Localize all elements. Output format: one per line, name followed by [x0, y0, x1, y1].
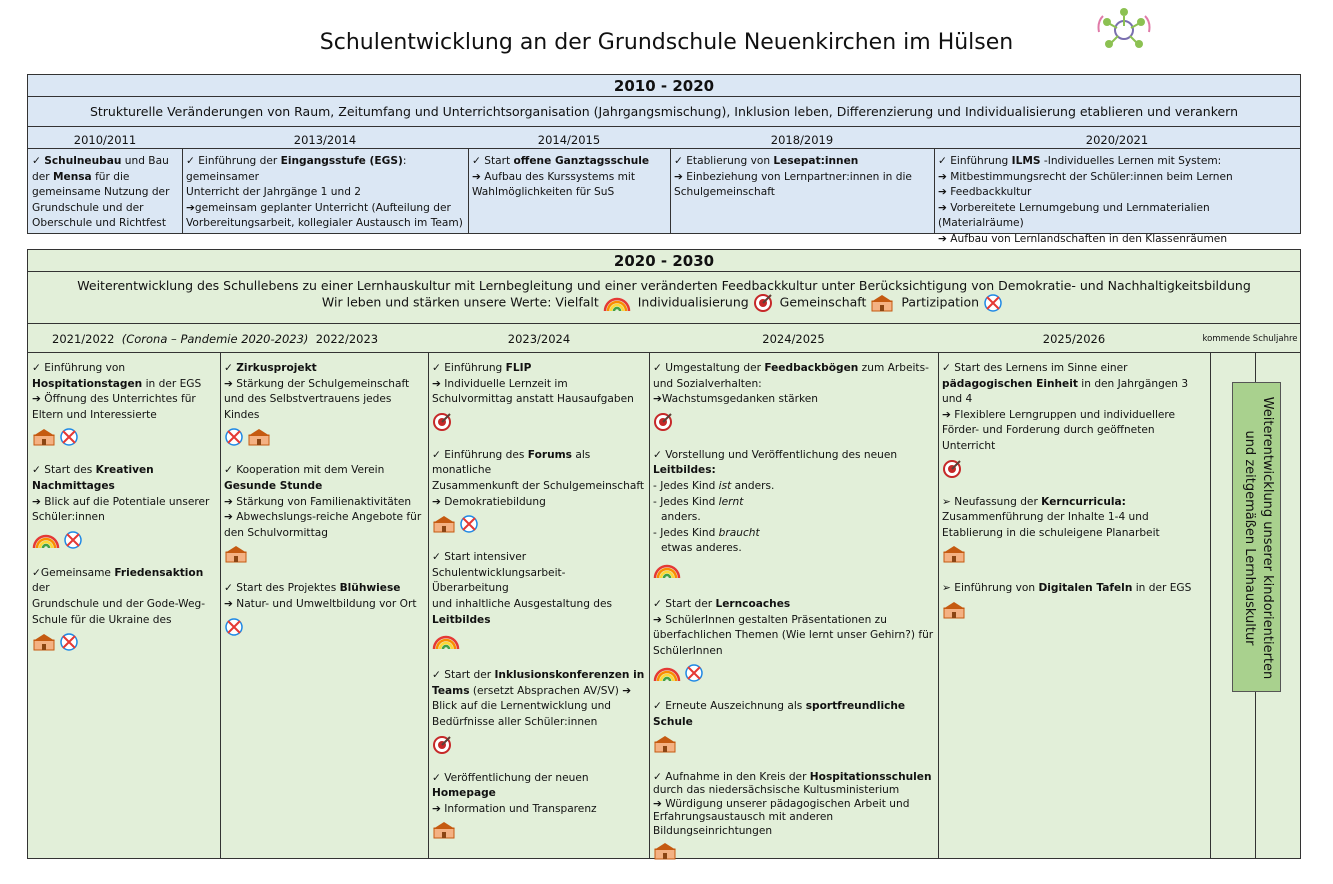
entry-lerncoaches: ✓ Start der Lerncoaches ➔ SchülerInnen gestalten Präsentationen zu überfachlichen Themen (Wie lernt unser Gehirn?) für SchülerInnen [653, 597, 934, 685]
hands-icon [224, 617, 244, 637]
arrow-icon: ➔ [674, 170, 683, 183]
arrow-icon: ➔ [224, 597, 233, 610]
school-icon [432, 821, 456, 839]
arrow-icon: ➔ [653, 797, 662, 810]
arrow-icon: ➔ [938, 201, 947, 214]
arrow-icon: ➔ [32, 495, 41, 508]
rainbow-icon [603, 294, 631, 312]
arrow-icon: ➔ [224, 511, 233, 524]
year-2020-2021: 2020/2021 [1085, 133, 1149, 147]
rainbow-icon [653, 664, 681, 682]
entry-forum: ✓ Einführung des Forums als monatliche Zusammenkunft der Schulgemeinschaft ➔ Demokratiebildung [432, 448, 645, 536]
entry-leitbild-arbeit: ✓ Start intensiver Schulentwicklungsarbeit- Überarbeitung und inhaltliche Ausgestaltung des Leitbildes [432, 550, 645, 654]
cell-schulneubau: ✓ Schulneubau und Bau der Mensa für die gemeinsame Nutzung der Grundschule und der Oberschule und Richtfest [32, 155, 170, 230]
hands-icon [684, 663, 704, 683]
hands-icon [983, 293, 1003, 313]
entry-hospitationstage: ✓ Einführung von Hospitationstagen in der EGS ➔ Öffnung des Unterrichtes für Eltern und Interessierte [32, 361, 216, 449]
column-2023-2024 [428, 358, 649, 860]
entry-paedagogische-einheit: ✓ Start des Lernens im Sinne einer pädagogischen Einheit in den Jahrgängen 3 und 4 ➔ Flexiblere Lerngruppen und individuellere Förder- und Forderung durch geöffneten Unterricht [942, 361, 1206, 481]
hands-icon [63, 530, 83, 550]
pointer-icon: ➢ [942, 495, 951, 508]
arrow-icon: ➔ [472, 170, 481, 183]
entry-inklusionskonferenzen: ✓ Start der Inklusionskonferenzen in Teams (ersetzt Absprachen AV/SV) ➔ Blick auf die Lernentwicklung und Bedürfnisse aller Schüler:innen [432, 668, 645, 756]
hands-icon [459, 514, 479, 534]
arrow-icon: ➔ [224, 495, 233, 508]
period-header: 2010 - 2020 [28, 75, 1300, 97]
arrow-icon: ➔ [938, 170, 947, 183]
entry-kreativer-nachmittag: ✓ Start des Kreativen Nachmittages ➔ Blick auf die Potentiale unserer Schüler:innen [32, 463, 216, 551]
school-icon [247, 428, 271, 446]
year-2025-2026: 2025/2026 [1042, 332, 1106, 346]
entry-feedbackboegen: ✓ Umgestaltung der Feedbackbögen zum Arbeits- und Sozialverhalten: ➔Wachstumsgedanken stärken [653, 361, 934, 434]
entry-bluehwiese: ✓ Start des Projektes Blühwiese ➔ Natur- und Umweltbildung vor Ort [224, 581, 424, 638]
school-logo-icon [1093, 4, 1155, 56]
school-icon [653, 842, 677, 860]
hands-icon [224, 427, 244, 447]
cell-ilms: ✓ Einführung ILMS -Individuelles Lernen mit System: ➔ Mitbestimmungsrecht der Schüler:innen beim Lernen ➔ Feedbackkultur ➔ Vorbereitete Lernumgebung und Lernmaterialien (Materialräume) ➔ Aufbau von Lernlandschaften in den Klassenräumen [938, 155, 1233, 245]
arrow-icon: ➔ [186, 201, 195, 214]
arrow-icon: ➔ [622, 684, 632, 697]
future-vision-box [1232, 382, 1281, 692]
entry-flip: ✓ Einführung FLIP ➔ Individuelle Lernzeit im Schulvormittag anstatt Hausaufgaben [432, 361, 645, 434]
rainbow-icon [432, 632, 460, 650]
school-icon [653, 735, 677, 753]
year-2013-2014: 2013/2014 [293, 133, 357, 147]
future-vision-text: Weiterentwicklung unserer kindorientierten und zeitgemäßen Lernhauskultur [1242, 396, 1275, 680]
school-icon [32, 633, 56, 651]
column-2025-2026 [938, 358, 1210, 640]
cell-ganztagsschule: ✓ Start offene Ganztagsschule ➔ Aufbau des Kurssystems mit Wahlmöglichkeiten für SuS [472, 155, 650, 199]
arrow-icon: ➔ [432, 377, 441, 390]
year-2021-2022: 2021/2022 (Corona – Pandemie 2020-2023) 2022/2023 [52, 332, 379, 346]
arrow-icon: ➔ [938, 232, 947, 245]
entry-homepage: ✓ Veröffentlichung der neuen Homepage ➔ Information und Transparenz [432, 771, 645, 844]
entry-zirkusprojekt: ✓ Zirkusprojekt ➔ Stärkung der Schulgemeinschaft und des Selbstvertrauens jedes Kindes [224, 361, 424, 449]
year-2014-2015: 2014/2015 [537, 133, 601, 147]
period-subtitle: Strukturelle Veränderungen von Raum, Zeitumfang und Unterrichtsorganisation (Jahrgangsmischung), Inklusion leben, Differenzierung und Individualisierung etablieren und verankern [28, 97, 1300, 127]
school-icon [224, 545, 248, 563]
entry-gesunde-stunde: ✓ Kooperation mit dem Verein Gesunde Stunde ➔ Stärkung von Familienaktivitäten ➔ Abwechslungs-reiche Angebote für den Schulvormittag [224, 463, 424, 567]
rainbow-icon [653, 561, 681, 579]
cell-lesepaten: ✓ Etablierung von Lesepat:innen ➔ Einbeziehung von Lernpartner:innen in die Schulgemeinschaft [674, 155, 912, 199]
column-2021-2022 [28, 358, 220, 671]
target-icon [432, 412, 452, 432]
school-icon [942, 545, 966, 563]
target-icon [432, 735, 452, 755]
target-icon [942, 459, 962, 479]
arrow-icon: ➔ [32, 393, 41, 406]
school-icon [870, 294, 894, 312]
entry-leitbild: ✓ Vorstellung und Veröffentlichung des neuen Leitbildes: - Jedes Kind ist anders. - Jedes Kind lernt anders. - Jedes Kind braucht etwas anderes. [653, 448, 934, 583]
entry-kerncurricula: ➢ Neufassung der Kerncurricula: Zusammenführung der Inhalte 1-4 und Etablierung in die schuleigene Planarbeit [942, 495, 1206, 568]
column-2024-2025 [649, 358, 938, 881]
hands-icon [59, 632, 79, 652]
entry-hospitationsschulen: ✓ Aufnahme in den Kreis der Hospitationsschulen durch das niedersächsische Kultusministerium ➔ Würdigung unserer pädagogischen Arbeit und Erfahrungsaustausch mit anderen Bildungseinrichtungen [653, 771, 934, 865]
year-2018-2019: 2018/2019 [770, 133, 834, 147]
period-2020-2030-table [27, 249, 1301, 859]
school-icon [432, 515, 456, 533]
arrow-icon: ➔ [432, 802, 441, 815]
entry-friedensaktion: ✓Gemeinsame Friedensaktion der Grundschule und der Gode-Weg- Schule für die Ukraine des [32, 566, 216, 654]
arrow-icon: ➔ [942, 408, 951, 421]
year-2023-2024: 2023/2024 [507, 332, 571, 346]
arrow-icon: ➔ [224, 377, 233, 390]
arrow-icon: ➔ [432, 495, 441, 508]
future-years: kommende Schuljahre [1202, 334, 1298, 344]
year-2010-2011: 2010/2011 [73, 133, 137, 147]
target-icon [653, 412, 673, 432]
school-icon [32, 428, 56, 446]
entry-digitale-tafeln: ➢ Einführung von Digitalen Tafeln in der EGS [942, 581, 1206, 623]
school-icon [942, 601, 966, 619]
target-icon [753, 293, 773, 313]
arrow-icon: ➔ [653, 393, 662, 406]
arrow-icon: ➔ [653, 613, 662, 626]
column-2022-2023 [220, 358, 428, 656]
period-subtitle: Weiterentwicklung des Schullebens zu einer Lernhauskultur mit Lernbegleitung und einer veränderten Feedbackkultur unter Berücksichtigung von Demokratie- und Nachhaltigkeitsbildung Wir leben und stärken unsere Werte: Vielfalt Individualisierung Gemeinschaft Partizipation [28, 272, 1300, 324]
year-2024-2025: 2024/2025 [762, 332, 825, 346]
period-2010-2020-table [27, 74, 1301, 245]
period-header: 2020 - 2030 [28, 250, 1300, 272]
arrow-icon: ➔ [938, 186, 947, 199]
cell-eingangsstufe: ✓ Einführung der Eingangsstufe (EGS): gemeinsamer Unterricht der Jahrgänge 1 und 2 ➔gemeinsam geplanter Unterricht (Aufteilung der Vorbereitungsarbeit, kollegialer Austausch im Team) [186, 155, 463, 230]
page-title: Schulentwicklung an der Grundschule Neuenkirchen im Hülsen [319, 30, 1014, 55]
pointer-icon: ➢ [942, 582, 951, 595]
entry-sportfreundlich: ✓ Erneute Auszeichnung als sportfreundliche Schule [653, 699, 934, 756]
rainbow-icon [32, 531, 60, 549]
hands-icon [59, 427, 79, 447]
